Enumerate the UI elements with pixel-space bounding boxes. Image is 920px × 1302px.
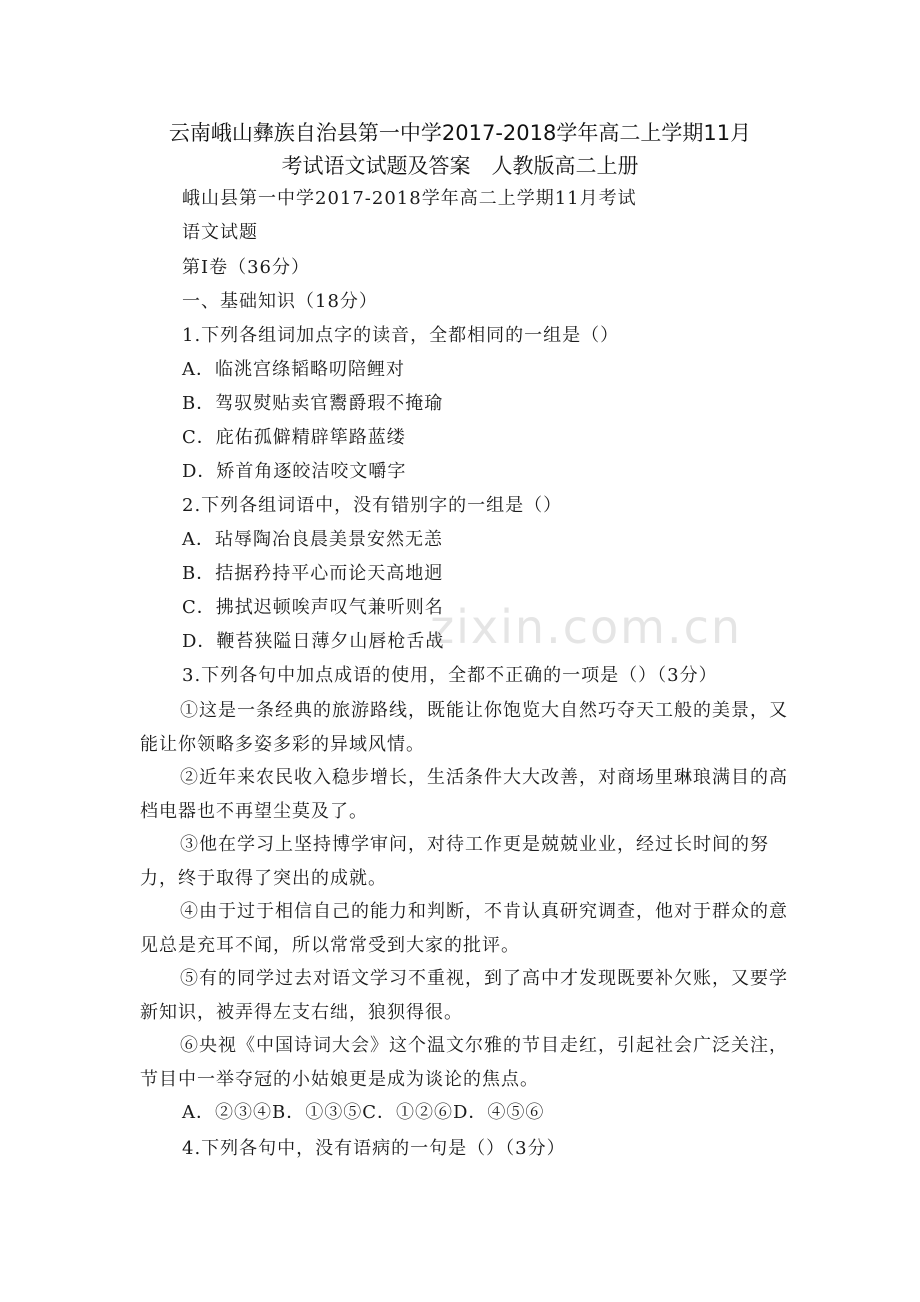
question-3-sentence-1: ①这是一条经典的旅游路线，既能让你饱览大自然巧夺天工般的美景，又能让你领略多姿多彩的异域风情。 xyxy=(140,700,788,755)
question-3-sentence-5: ⑤有的同学过去对语文学习不重视，到了高中才发现既要补欠账，又要学新知识，被弄得左支右绌，狼狈得很。 xyxy=(140,968,788,1023)
subject-label: 语文试题 xyxy=(182,222,258,243)
question-2-option-d: D．鞭苔狭隘日薄夕山唇枪舌战 xyxy=(182,631,445,652)
question-1-option-d: D．矫首角逐皎洁咬文嚼字 xyxy=(182,461,407,482)
question-4-stem: 4.下列各句中，没有语病的一句是（）（3分） xyxy=(182,1138,566,1159)
question-2-option-a: A．玷辱陶冶良晨美景安然无恙 xyxy=(182,529,443,550)
question-3-sentence-3: ③他在学习上坚持博学审问，对待工作更是兢兢业业，经过长时间的努力，终于取得了突出的成就。 xyxy=(140,834,769,889)
question-2-option-b: B．拮据矜持平心而论天高地迥 xyxy=(182,563,444,584)
section-heading: 一、基础知识（18分） xyxy=(182,291,378,312)
question-3-sentence-2: ②近年来农民收入稳步增长，生活条件大大改善，对商场里琳琅满目的高档电器也不再望尘莫及了。 xyxy=(140,767,788,822)
question-3-options: A．②③④B．①③⑤C．①②⑥D．④⑤⑥ xyxy=(182,1102,545,1123)
document-title-line1: 云南峨山彝族自治县第一中学2017-2018学年高二上学期11月 xyxy=(168,121,752,145)
watermark: zixin.com.cn xyxy=(430,600,743,654)
question-1-option-a: A．临洮宫绦韬略叨陪鲤对 xyxy=(182,359,405,380)
question-3-sentence-6: ⑥央视《中国诗词大会》这个温文尔雅的节目走红，引起社会广泛关注，节目中一举夺冠的小姑娘更是成为谈论的焦点。 xyxy=(140,1035,788,1090)
question-2-option-c: C．拂拭迟顿唉声叹气兼听则名 xyxy=(182,597,444,618)
question-3-sentence-4: ④由于过于相信自己的能力和判断，不肯认真研究调查，他对于群众的意见总是充耳不闻，所以常常受到大家的批评。 xyxy=(140,901,788,956)
question-1-option-b: B．驾驭熨贴卖官鬻爵瑕不掩瑜 xyxy=(182,393,444,414)
volume-label: 第Ⅰ卷（36分） xyxy=(182,257,311,278)
document-title-line2: 考试语文试题及答案 人教版高二上册 xyxy=(281,154,639,178)
question-2-stem: 2.下列各组词语中，没有错别字的一组是（） xyxy=(182,495,563,516)
exam-header: 峨山县第一中学2017-2018学年高二上学期11月考试 xyxy=(182,188,637,209)
question-1-stem: 1.下列各组词加点字的读音，全都相同的一组是（） xyxy=(182,325,620,346)
question-3-stem: 3.下列各句中加点成语的使用，全都不正确的一项是（）（3分） xyxy=(182,665,718,686)
question-1-option-c: C．庇佑孤僻精辟筚路蓝缕 xyxy=(182,427,406,448)
